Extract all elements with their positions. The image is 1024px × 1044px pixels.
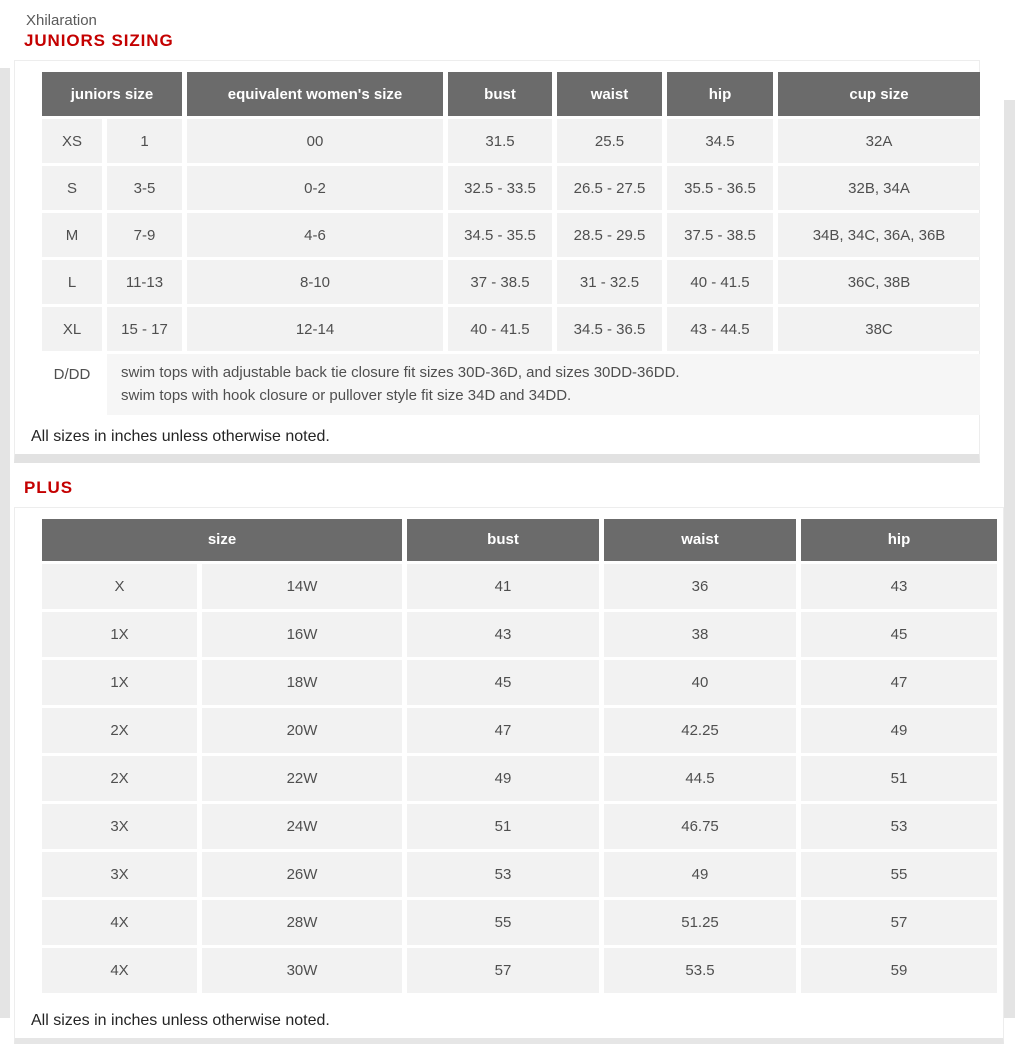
- cup-size-cell: 34B, 34C, 36A, 36B: [778, 213, 980, 257]
- hip-cell: 40 - 41.5: [667, 260, 773, 304]
- waist-cell: 53.5: [604, 948, 796, 993]
- size-letter-cell: 3X: [42, 804, 197, 849]
- waist-cell: 38: [604, 612, 796, 657]
- juniors-table-row: [42, 119, 980, 163]
- col-header-size: size: [42, 519, 402, 561]
- plus-table-row: [42, 804, 997, 849]
- bust-cell: 41: [407, 564, 599, 609]
- waist-cell: 49: [604, 852, 796, 897]
- bust-cell: 37 - 38.5: [448, 260, 552, 304]
- juniors-table-row: [42, 166, 980, 210]
- dd-row-label: D/DD: [53, 366, 91, 383]
- hip-cell: 43: [801, 564, 997, 609]
- size-number-cell: 16W: [202, 612, 402, 657]
- waist-cell: 25.5: [557, 119, 662, 163]
- juniors-table-row: [42, 307, 980, 351]
- waist-cell: 42.25: [604, 708, 796, 753]
- hip-cell: 53: [801, 804, 997, 849]
- plus-table-row: [42, 660, 997, 705]
- col-header-hip: hip: [667, 72, 773, 116]
- col-header-juniors-size: juniors size: [42, 72, 182, 116]
- page-left-border-strip: [0, 68, 10, 1018]
- hip-cell: 59: [801, 948, 997, 993]
- dd-description-line2: swim tops with hook closure or pullover style fit size 34D and 34DD.: [121, 387, 572, 405]
- brand-title: Xhilaration: [26, 12, 97, 29]
- plus-table-row: [42, 900, 997, 945]
- size-number-cell: 28W: [202, 900, 402, 945]
- dd-row-description: [107, 354, 980, 415]
- size-letter-cell: 3X: [42, 852, 197, 897]
- size-number-cell: 20W: [202, 708, 402, 753]
- cup-size-cell: 36C, 38B: [778, 260, 980, 304]
- bust-cell: 45: [407, 660, 599, 705]
- cup-size-cell: 32A: [778, 119, 980, 163]
- hip-cell: 45: [801, 612, 997, 657]
- size-number-cell: 30W: [202, 948, 402, 993]
- bust-cell: 40 - 41.5: [448, 307, 552, 351]
- size-number-cell: 7-9: [107, 213, 182, 257]
- juniors-sizing-panel: [14, 60, 980, 463]
- hip-cell: 51: [801, 756, 997, 801]
- col-header-hip: hip: [801, 519, 997, 561]
- hip-cell: 55: [801, 852, 997, 897]
- col-header-waist: waist: [604, 519, 796, 561]
- bust-cell: 55: [407, 900, 599, 945]
- juniors-size-table: [37, 69, 985, 418]
- womens-size-cell: 00: [187, 119, 443, 163]
- size-letter-cell: 1X: [42, 612, 197, 657]
- scrollbar-track[interactable]: [1004, 100, 1015, 1018]
- col-header-bust: bust: [407, 519, 599, 561]
- size-letter-cell: 4X: [42, 948, 197, 993]
- juniors-sizes-note: All sizes in inches unless otherwise noted.: [31, 427, 330, 445]
- col-header-waist: waist: [557, 72, 662, 116]
- bust-cell: 51: [407, 804, 599, 849]
- col-header-cup-size: cup size: [778, 72, 980, 116]
- dd-description-line1: swim tops with adjustable back tie closure fit sizes 30D-36D, and sizes 30DD-36DD.: [121, 364, 680, 381]
- size-number-cell: 22W: [202, 756, 402, 801]
- size-number-cell: 15 - 17: [107, 307, 182, 351]
- womens-size-cell: 4-6: [187, 213, 443, 257]
- hip-cell: 34.5: [667, 119, 773, 163]
- waist-cell: 36: [604, 564, 796, 609]
- waist-cell: 26.5 - 27.5: [557, 166, 662, 210]
- bust-cell: 47: [407, 708, 599, 753]
- size-number-cell: 18W: [202, 660, 402, 705]
- size-number-cell: 26W: [202, 852, 402, 897]
- waist-cell: 31 - 32.5: [557, 260, 662, 304]
- plus-sizes-note: All sizes in inches unless otherwise noted.: [31, 1011, 330, 1029]
- juniors-table-row: [42, 260, 980, 304]
- size-letter-cell: 4X: [42, 900, 197, 945]
- size-letter-cell: S: [42, 166, 102, 210]
- bust-cell: 43: [407, 612, 599, 657]
- plus-sizing-panel: [14, 507, 1004, 1044]
- plus-header-row: [42, 519, 997, 561]
- waist-cell: 51.25: [604, 900, 796, 945]
- hip-cell: 49: [801, 708, 997, 753]
- waist-cell: 46.75: [604, 804, 796, 849]
- hip-cell: 57: [801, 900, 997, 945]
- dd-cup-row: [42, 354, 980, 415]
- bust-cell: 32.5 - 33.5: [448, 166, 552, 210]
- size-number-cell: 24W: [202, 804, 402, 849]
- plus-table-row: [42, 708, 997, 753]
- plus-table-row: [42, 564, 997, 609]
- waist-cell: 40: [604, 660, 796, 705]
- plus-heading: PLUS: [24, 477, 73, 497]
- bust-cell: 49: [407, 756, 599, 801]
- size-letter-cell: 2X: [42, 708, 197, 753]
- size-number-cell: 3-5: [107, 166, 182, 210]
- col-header-bust: bust: [448, 72, 552, 116]
- cup-size-cell: 32B, 34A: [778, 166, 980, 210]
- waist-cell: 28.5 - 29.5: [557, 213, 662, 257]
- juniors-table-row: [42, 213, 980, 257]
- size-letter-cell: 2X: [42, 756, 197, 801]
- size-letter-cell: XS: [42, 119, 102, 163]
- size-letter-cell: 1X: [42, 660, 197, 705]
- juniors-sizing-heading: JUNIORS SIZING: [24, 31, 174, 50]
- bust-cell: 34.5 - 35.5: [448, 213, 552, 257]
- bust-cell: 53: [407, 852, 599, 897]
- waist-cell: 44.5: [604, 756, 796, 801]
- womens-size-cell: 12-14: [187, 307, 443, 351]
- hip-cell: 43 - 44.5: [667, 307, 773, 351]
- plus-table-row: [42, 756, 997, 801]
- plus-table-row: [42, 948, 997, 993]
- womens-size-cell: 8-10: [187, 260, 443, 304]
- juniors-header-row: [42, 72, 980, 116]
- cup-size-cell: 38C: [778, 307, 980, 351]
- bust-cell: 31.5: [448, 119, 552, 163]
- hip-cell: 35.5 - 36.5: [667, 166, 773, 210]
- hip-cell: 37.5 - 38.5: [667, 213, 773, 257]
- womens-size-cell: 0-2: [187, 166, 443, 210]
- size-number-cell: 14W: [202, 564, 402, 609]
- size-letter-cell: X: [42, 564, 197, 609]
- col-header-equivalent-womens-size: equivalent women's size: [187, 72, 443, 116]
- size-letter-cell: M: [42, 213, 102, 257]
- plus-table-row: [42, 612, 997, 657]
- plus-table-row: [42, 852, 997, 897]
- size-number-cell: 11-13: [107, 260, 182, 304]
- waist-cell: 34.5 - 36.5: [557, 307, 662, 351]
- bust-cell: 57: [407, 948, 599, 993]
- hip-cell: 47: [801, 660, 997, 705]
- size-letter-cell: XL: [42, 307, 102, 351]
- plus-size-table: [37, 516, 1002, 996]
- size-number-cell: 1: [107, 119, 182, 163]
- size-letter-cell: L: [42, 260, 102, 304]
